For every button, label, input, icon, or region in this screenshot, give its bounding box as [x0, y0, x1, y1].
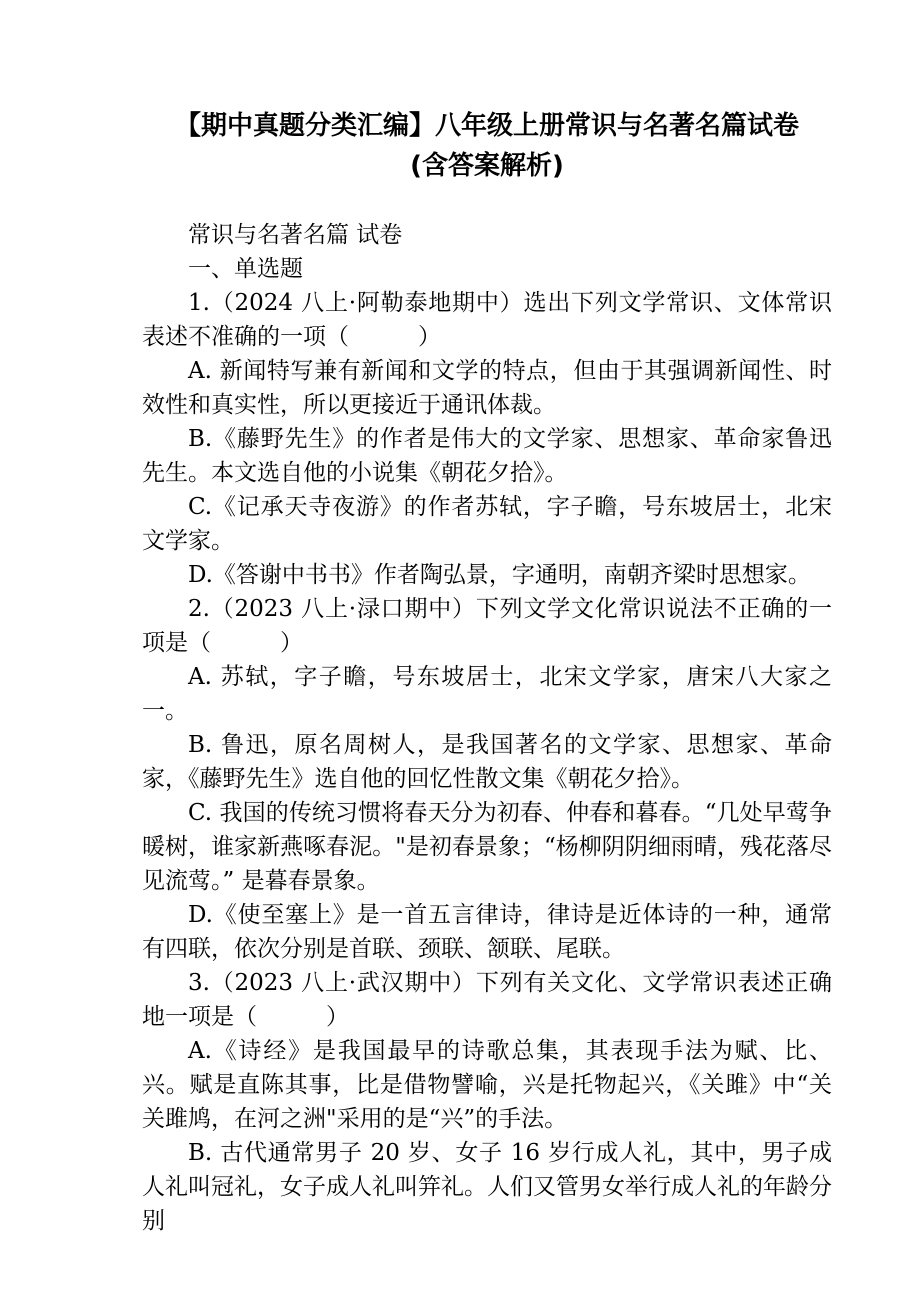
document-body — [142, 218, 832, 1238]
paragraph: 常识与名著名篇 试卷 — [188, 222, 403, 248]
page-title-line-1: 【期中真题分类汇编】八年级上册常识与名著名篇试卷 — [174, 111, 799, 141]
document-content — [142, 0, 832, 1238]
paragraph: 2.（2023 八上·渌口期中）下列文学文化常识说法不正确的一项是（ ） — [142, 596, 832, 656]
paragraph: C.《记承天寺夜游》的作者苏轼，字子瞻，号东坡居士，北宋文学家。 — [142, 494, 832, 554]
paragraph: 一、单选题 — [188, 256, 303, 282]
paragraph: D.《使至塞上》是一首五言律诗，律诗是近体诗的一种，通常有四联，依次分别是首联、颈联、颔联、尾联。 — [142, 902, 832, 962]
page-title — [142, 0, 832, 186]
paragraph: 1.（2024 八上·阿勒泰地期中）选出下列文学常识、文体常识表述不准确的一项（ ） — [142, 290, 832, 350]
paragraph: 3.（2023 八上·武汉期中）下列有关文化、文学常识表述正确地一项是（ ） — [142, 970, 832, 1030]
paragraph: A. 苏轼，字子瞻，号东坡居士，北宋文学家，唐宋八大家之一。 — [142, 664, 832, 724]
paragraph: B. 鲁迅，原名周树人，是我国著名的文学家、思想家、革命家，《藤野先生》选自他的回忆性散文集《朝花夕拾》。 — [142, 732, 832, 792]
paragraph: C. 我国的传统习惯将春天分为初春、仲春和暮春。“几处早莺争暖树，谁家新燕啄春泥。"是初春景象；“杨柳阴阴细雨晴，残花落尽见流莺。” 是暮春景象。 — [142, 800, 832, 894]
page-title-line-2: (含答案解析) — [410, 151, 564, 181]
paragraph: A.《诗经》是我国最早的诗歌总集，其表现手法为赋、比、兴。赋是直陈其事，比是借物譬喻，兴是托物起兴，《关雎》中“关关雎鸠，在河之洲"采用的是“兴”的手法。 — [142, 1038, 832, 1132]
paragraph: D.《答谢中书书》作者陶弘景，字通明，南朝齐梁时思想家。 — [188, 562, 811, 588]
paragraph: B. 古代通常男子 20 岁、女子 16 岁行成人礼，其中，男子成人礼叫冠礼，女子成人礼叫笄礼。人们又管男女举行成人礼的年龄分别 — [142, 1140, 832, 1234]
paragraph: A. 新闻特写兼有新闻和文学的特点，但由于其强调新闻性、时效性和真实性，所以更接近于通讯体裁。 — [142, 358, 832, 418]
paragraph: B.《藤野先生》的作者是伟大的文学家、思想家、革命家鲁迅先生。本文选自他的小说集《朝花夕拾》。 — [142, 426, 832, 486]
